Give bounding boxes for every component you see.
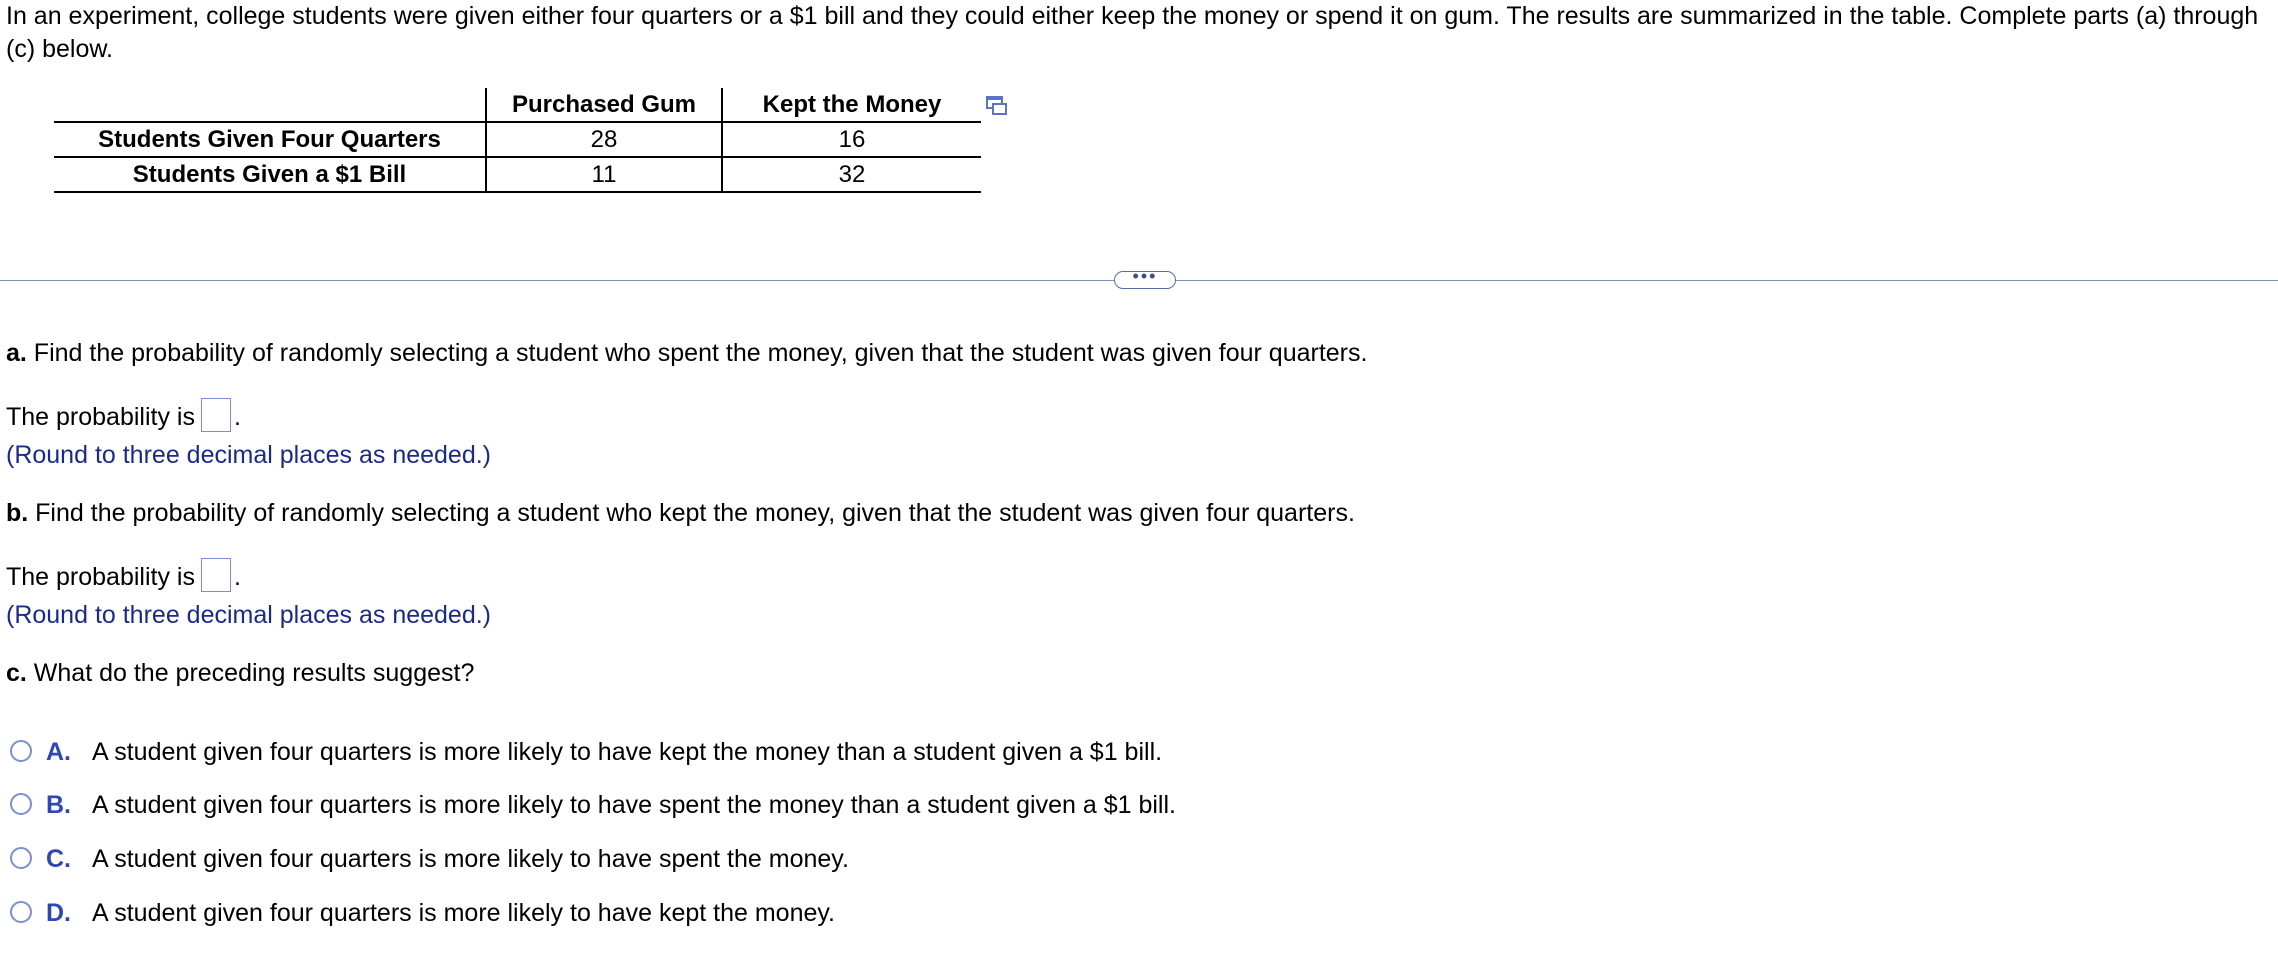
option-a-radio[interactable] xyxy=(10,740,32,762)
part-a-hint: (Round to three decimal places as needed.) xyxy=(6,441,492,469)
row-label-four-quarters: Students Given Four Quarters xyxy=(54,122,486,157)
part-a-answer-suffix: . xyxy=(233,403,241,431)
option-c-text: A student given four quarters is more likely to have spent the money. xyxy=(92,845,849,873)
table-header-row xyxy=(54,88,981,122)
part-a-label: a. xyxy=(6,339,27,367)
option-b-letter: B. xyxy=(46,791,71,819)
results-table xyxy=(54,88,981,193)
part-a-answer-input[interactable] xyxy=(201,398,231,432)
cell-bill-gum: 11 xyxy=(486,157,722,192)
cell-quarters-kept: 16 xyxy=(722,122,981,157)
problem-intro: In an experiment, college students were given either four quarters or a $1 bill and they could either keep the money or spend it on gum. The results are summarized in the table. Complete parts (a) through (c) below. xyxy=(6,2,2259,63)
part-a-answer-prefix: The probability is xyxy=(6,403,195,431)
option-c-radio[interactable] xyxy=(10,847,32,869)
part-c-label: c. xyxy=(6,659,27,687)
table-row xyxy=(54,122,981,157)
part-a-answer-line xyxy=(6,400,241,435)
expand-more-button[interactable]: ••• xyxy=(1114,271,1176,289)
part-a-question xyxy=(6,338,1367,368)
option-c-letter: C. xyxy=(46,845,71,873)
part-b-hint: (Round to three decimal places as needed.) xyxy=(6,601,492,629)
option-a-letter: A. xyxy=(46,738,71,766)
option-b[interactable] xyxy=(10,788,1176,822)
copy-table-icon[interactable] xyxy=(986,96,1008,116)
row-label-dollar-bill: Students Given a $1 Bill xyxy=(54,157,486,192)
option-b-radio[interactable] xyxy=(10,793,32,815)
cell-bill-kept: 32 xyxy=(722,157,981,192)
part-c-question xyxy=(6,658,474,688)
col-header-kept-money: Kept the Money xyxy=(722,88,981,122)
option-d[interactable] xyxy=(10,896,835,930)
part-c-question-text: What do the preceding results suggest? xyxy=(26,659,475,687)
part-a-question-text: Find the probability of randomly selecting a student who spent the money, given that the student was given four quarters. xyxy=(26,339,1368,367)
option-a-text: A student given four quarters is more likely to have kept the money than a student given a $1 bill. xyxy=(92,738,1163,766)
part-b-question-text: Find the probability of randomly selecting a student who kept the money, given that the student was given four quarters. xyxy=(28,499,1355,527)
part-b-answer-line xyxy=(6,560,241,595)
option-b-text: A student given four quarters is more likely to have spent the money than a student given a $1 bill. xyxy=(92,791,1176,819)
part-b-label: b. xyxy=(6,499,29,527)
part-b-answer-input[interactable] xyxy=(201,558,231,592)
cell-quarters-gum: 28 xyxy=(486,122,722,157)
option-d-text: A student given four quarters is more likely to have kept the money. xyxy=(92,899,835,927)
option-a[interactable] xyxy=(10,735,1162,769)
option-d-letter: D. xyxy=(46,899,71,927)
option-c[interactable] xyxy=(10,842,849,876)
part-b-question xyxy=(6,498,1355,528)
option-d-radio[interactable] xyxy=(10,901,32,923)
part-b-answer-prefix: The probability is xyxy=(6,563,195,591)
table-row xyxy=(54,157,981,192)
part-b-answer-suffix: . xyxy=(233,563,241,591)
table-corner-cell xyxy=(54,88,486,122)
col-header-purchased-gum: Purchased Gum xyxy=(486,88,722,122)
